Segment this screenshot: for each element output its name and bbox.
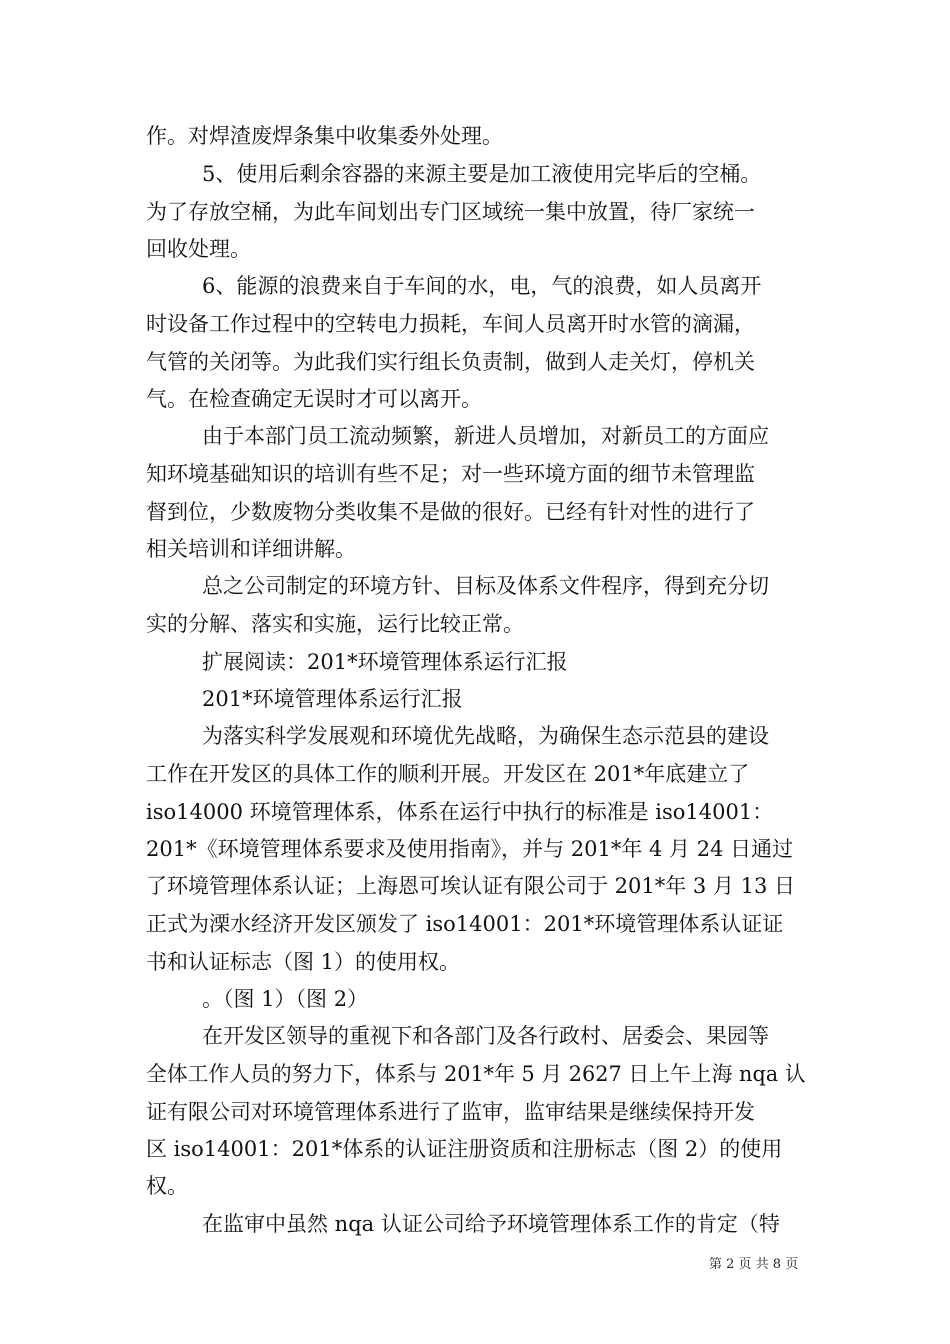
text-line: 了环境管理体系认证；上海恩可埃认证有限公司于 201*年 3 月 13 日 [146, 874, 796, 898]
text-line: 扩展阅读：201*环境管理体系运行汇报 [202, 650, 568, 674]
text-line: 作。对焊渣废焊条集中收集委外处理。 [146, 124, 503, 148]
text-line: 正式为溧水经济开发区颁发了 iso14001：201*环境管理体系认证证 [146, 912, 784, 936]
text-line: 书和认证标志（图 1）的使用权。 [146, 950, 461, 974]
text-line: 权。 [146, 1174, 188, 1198]
text-line: 全体工作人员的努力下，体系与 201*年 5 月 2627 日上午上海 nqa 认 [146, 1062, 806, 1086]
text-line: 5、使用后剩余容器的来源主要是加工液使用完毕后的空桶。 [202, 162, 762, 186]
text-line: 督到位，少数废物分类收集不是做的很好。已经有针对性的进行了 [146, 500, 755, 524]
text-line: 相关培训和详细讲解。 [146, 537, 356, 561]
text-line: 为落实科学发展观和环境优先战略，为确保生态示范县的建设 [202, 724, 769, 748]
text-line: iso14000 环境管理体系，体系在运行中执行的标准是 iso14001： [146, 800, 774, 824]
text-line: 为了存放空桶，为此车间划出专门区域统一集中放置，待厂家统一 [146, 200, 755, 224]
page-number-footer: 第 2 页 共 8 页 [709, 1257, 799, 1272]
text-line: 工作在开发区的具体工作的顺利开展。开发区在 201*年底建立了 [146, 762, 750, 786]
text-line: 时设备工作过程中的空转电力损耗，车间人员离开时水管的滴漏， [146, 312, 755, 336]
text-line: 证有限公司对环境管理体系进行了监审，监审结果是继续保持开发 [146, 1100, 755, 1124]
text-line: 气管的关闭等。为此我们实行组长负责制，做到人走关灯，停机关 [146, 350, 755, 374]
text-line: 201*《环境管理体系要求及使用指南》，并与 201*年 4 月 24 日通过 [146, 837, 794, 861]
text-line: 知环境基础知识的培训有些不足；对一些环境方面的细节未管理监 [146, 462, 755, 486]
text-line: 由于本部门员工流动频繁，新进人员增加，对新员工的方面应 [202, 424, 769, 448]
text-line: 在监审中虽然 nqa 认证公司给予环境管理体系工作的肯定（特 [202, 1212, 780, 1236]
text-line: 区 iso14001：201*体系的认证注册资质和注册标志（图 2）的使用 [146, 1137, 783, 1161]
text-line: 回收处理。 [146, 237, 251, 261]
text-line: 气。在检查确定无误时才可以离开。 [146, 387, 482, 411]
text-line: 6、能源的浪费来自于车间的水，电，气的浪费，如人员离开 [202, 274, 762, 298]
text-line: 总之公司制定的环境方针、目标及体系文件程序，得到充分切 [202, 574, 769, 598]
text-line: 实的分解、落实和实施，运行比较正常。 [146, 612, 524, 636]
text-line: 201*环境管理体系运行汇报 [202, 687, 463, 711]
text-line: 。（图 1）（图 2） [202, 987, 369, 1011]
text-line: 在开发区领导的重视下和各部门及各行政村、居委会、果园等 [202, 1024, 769, 1048]
